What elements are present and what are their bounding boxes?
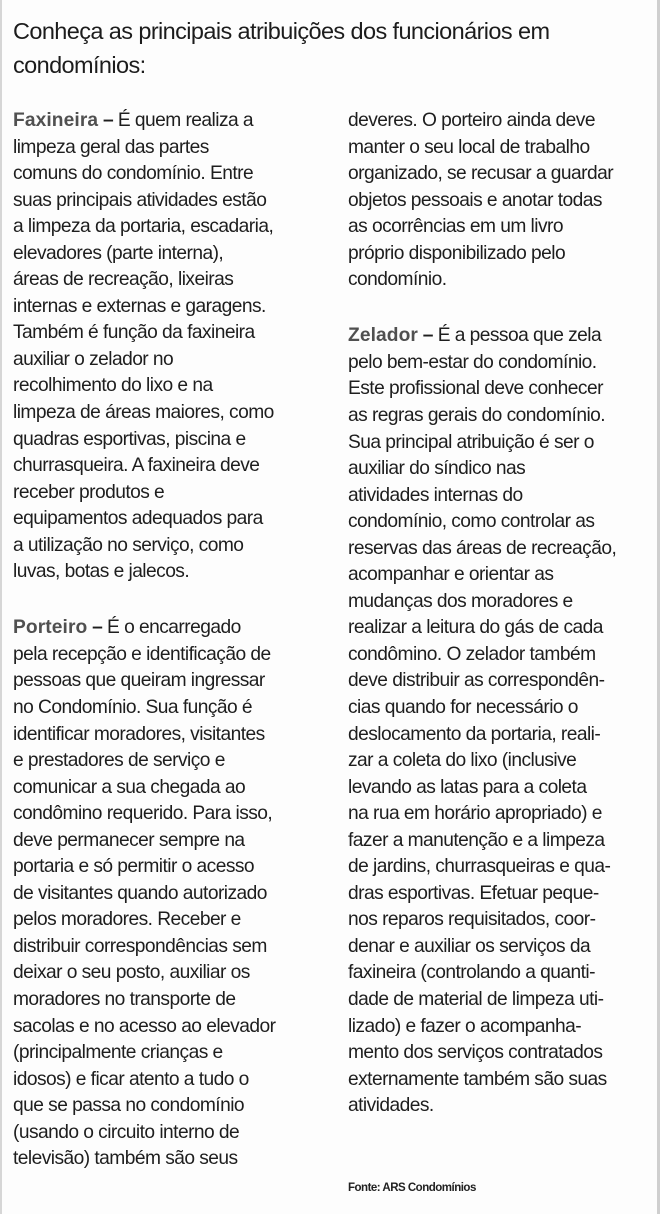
paragraph-line: deveres. O porteiro ainda deve [348,110,595,131]
paragraph-line: limpeza geral das partes [13,136,209,158]
paragraph-line: condomínio, como controlar as [348,511,595,533]
paragraph-line: nos reparos requisitados, coor- [348,909,596,931]
paragraph-line: idosos) e ficar atento a tudo o [13,1068,249,1090]
paragraph-line: faxineira (controlando a quanti- [348,962,595,984]
paragraph-line: dade de material de limpeza uti- [348,989,604,1010]
paragraph-text: É quem realiza a [113,110,254,131]
paragraph-line: que se passa no condomínio [13,1095,245,1117]
paragraph-line: próprio disponibilizado pelo [348,242,566,264]
source-credit: Fonte: ARS Condomínios [348,1182,476,1194]
paragraph-line: deve distribuir as correspondên- [348,670,605,692]
paragraph-line: luvas, botas e jalecos. [13,561,190,583]
paragraph-line: condômino. O zelador também [348,643,596,665]
paragraph-line: internas e externas e garagens. [13,295,266,317]
paragraph-line: externamente também são suas [348,1068,607,1090]
section-zelador [348,323,654,1119]
paragraph-line: manter o seu local de trabalho [348,136,590,158]
paragraph-line: pelos moradores. Receber e [13,909,241,931]
paragraph-line: churrasqueira. A faxineira deve [13,455,260,477]
paragraph-text: É a pessoa que zela [432,325,602,347]
paragraph-text: É o encarregado [102,617,241,639]
paragraph-line: fazer a manutenção e a limpeza [348,829,605,851]
paragraph-line: sacolas e no acesso ao elevador [13,1015,276,1037]
paragraph-line: equipamentos adequados para [13,508,263,530]
paragraph-line: moradores no transporte de [13,989,236,1010]
paragraph-line: suas principais atividades estão [13,189,267,211]
paragraph-line: as ocorrências em um livro [348,216,563,238]
paragraph-line: denar e auxiliar os serviços da [348,935,591,957]
paragraph-line: deve permanecer sempre na [13,829,245,851]
paragraph-line: de visitantes quando autorizado [13,882,267,904]
section-first-line [13,615,331,642]
paragraph-line: quadras esportivas, piscina e [13,428,246,450]
paragraph-line: áreas de recreação, lixeiras [13,269,234,291]
paragraph-line: televisão) também são seus [13,1148,238,1170]
paragraph-line: no Condomínio. Sua função é [13,696,253,718]
paragraph-line: pelo bem-estar do condomínio. [348,351,597,373]
paragraph-line: Também é função da faxineira [13,322,255,344]
paragraph-line: Sua principal atribuição é ser o [348,431,594,453]
paragraph-line: pessoas que queiram ingressar [13,670,265,692]
section-porteiro [13,615,331,1172]
paragraph-line: portaria e só permitir o acesso [13,856,255,878]
title-line-2: condomínios: [13,52,146,78]
heading-dash: – [422,325,433,347]
section-first-line [348,323,654,350]
right-column [348,108,654,1120]
section-heading: Porteiro [13,617,88,639]
paragraph-line: deixar o seu posto, auxiliar os [13,962,250,984]
paragraph-line: (usando o circuito interno de [13,1121,240,1143]
paragraph-line: elevadores (parte interna), [13,242,224,264]
heading-dash: – [102,110,114,131]
paragraph-line: levando as latas para a coleta [348,776,587,798]
paragraph-line: auxiliar do síndico nas [348,458,526,480]
paragraph-line: Este profissional deve conhecer [348,378,603,400]
title-line-1: Conheça as principais atribuições dos funcionários em [13,18,550,44]
paragraph-line: comunicar a sua chegada ao [13,776,246,798]
paragraph-line: distribuir correspondências sem [13,935,267,957]
section-spacer [13,586,331,616]
paragraph-line: reservas das áreas de recreação, [348,537,617,559]
paragraph-line: (principalmente crianças e [13,1042,223,1064]
paragraph-line: na rua em horário apropriado) e [348,803,602,825]
paragraph-line: realizar a leitura do gás de cada [348,617,603,639]
section-faxineira [13,108,331,586]
paragraph-line: lizado) e fazer o acompanha- [348,1015,582,1037]
paragraph-line: acompanhar e orientar as [348,564,554,586]
paragraph-line: de jardins, churrasqueiras e qua- [348,856,611,878]
paragraph-line: a utilização no serviço, como [13,534,244,556]
paragraph-line: condomínio. [348,269,447,291]
paragraph-line: e prestadores de serviço e [13,750,225,772]
paragraph-line: dras esportivas. Efetuar peque- [348,882,599,904]
left-column [13,108,331,1173]
paragraph-line: objetos pessoais e anotar todas [348,189,602,211]
section-porteiro-continued [348,108,654,294]
paragraph-line: limpeza de áreas maiores, como [13,402,274,424]
paragraph-line: condômino requerido. Para isso, [13,803,273,825]
paragraph-line: auxiliar o zelador no [13,348,174,370]
section-spacer [348,294,654,324]
paragraph-line: comuns do condomínio. Entre [13,163,254,185]
section-first-line [13,108,331,135]
paragraph-line: recolhimento do lixo e na [13,375,213,397]
paragraph-line: cias quando for necessário o [348,696,578,718]
paragraph-line: organizado, se recusar a guardar [348,163,614,185]
paragraph-line: atividades. [348,1095,434,1117]
paragraph-line: deslocamento da portaria, reali- [348,723,601,745]
page-title [13,14,648,82]
section-heading: Faxineira [13,110,99,131]
section-heading: Zelador [348,325,419,347]
paragraph-line: mudanças dos moradores e [348,590,573,612]
paragraph-line: pela recepção e identificação de [13,643,271,665]
heading-dash: – [92,617,103,639]
paragraph-line: as regras gerais do condomínio. [348,404,606,426]
paragraph-line: mento dos serviços contratados [348,1042,603,1064]
paragraph-line: zar a coleta do lixo (inclusive [348,750,577,772]
paragraph-line: a limpeza da portaria, escadaria, [13,216,274,238]
paragraph-line: atividades internas do [348,484,523,506]
paragraph-line: receber produtos e [13,481,165,503]
paragraph-line: identificar moradores, visitantes [13,723,265,745]
